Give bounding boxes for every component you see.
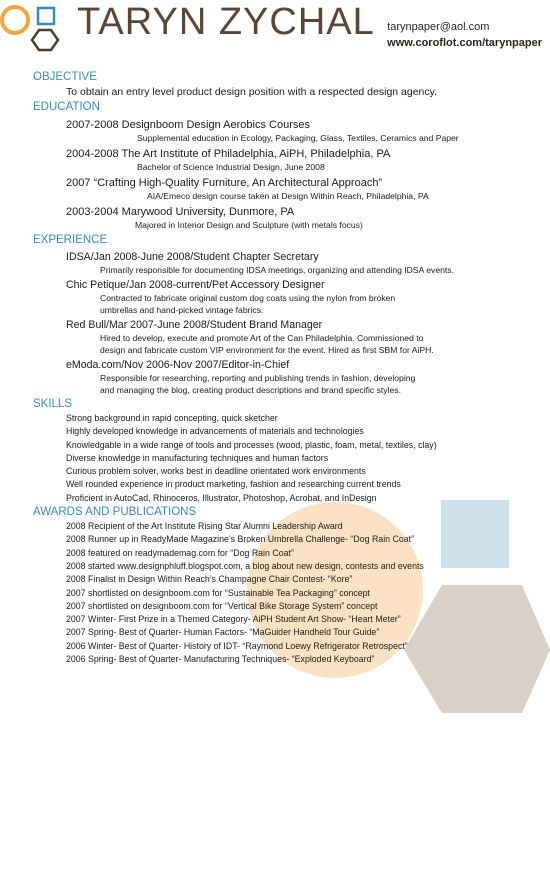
skills-heading: SKILLS bbox=[33, 398, 72, 410]
award-item: 2006 Winter- Best of Quarter- History of IDT- “Raymond Loewy Refrigerator Retrospect” bbox=[66, 640, 408, 651]
experience-entry-description: Primarily responsible for documenting IDSA meetings, organizing and attending IDSA events. bbox=[100, 265, 454, 275]
experience-heading: EXPERIENCE bbox=[33, 234, 108, 246]
objective-heading: OBJECTIVE bbox=[33, 71, 97, 83]
experience-entry-title: IDSA/Jan 2008-June 2008/Student Chapter Secretary bbox=[66, 251, 319, 263]
skill-item: Knowledgable in a wide range of tools and processes (wood, plastic, foam, metal, textiles, clay) bbox=[66, 439, 437, 450]
education-entry-title: 2007 “Crafting High-Quality Furniture, An Architectural Approach” bbox=[66, 177, 383, 189]
description-line: Responsible for researching, reporting and publishing trends in fashion, developing bbox=[100, 373, 416, 383]
award-item: 2006 Spring- Best of Quarter- Manufacturing Techniques- “Exploded Keyboard” bbox=[66, 654, 375, 665]
experience-entry-title: Chic Petique/Jan 2008-current/Pet Accessory Designer bbox=[66, 279, 325, 291]
contact-info bbox=[387, 19, 542, 51]
resume-body bbox=[0, 70, 550, 666]
skill-item: Curious problem solver, works best in deadline orientated work environments bbox=[66, 466, 366, 477]
education-entry-title: 2007-2008 Designboom Design Aerobics Courses bbox=[66, 119, 310, 131]
awards-heading: AWARDS AND PUBLICATIONS bbox=[33, 506, 197, 519]
description-line: design and fabricate custom VIP environment for the event. Hired as first SBM for AiPH. bbox=[100, 345, 434, 355]
award-item: 2008 featured on readymademag.com for “Dog Rain Coat” bbox=[66, 547, 294, 558]
description-line: umbrellas and hand-picked vintage fabrics. bbox=[100, 305, 264, 315]
skills-list bbox=[0, 412, 550, 505]
award-item: 2008 Runner up in ReadyMade Magazine’s Broken Umbrella Challenge- “Dog Rain Coat” bbox=[66, 534, 414, 545]
education-entry-title: 2003-2004 Marywood University, Dunmore, PA bbox=[66, 206, 295, 218]
experience-entry-description bbox=[100, 292, 520, 316]
education-entry-description: Bachelor of Science Industrial Design, June 2008 bbox=[137, 162, 325, 172]
award-item: 2008 started www.designphluff.blogspot.com, a blog about new design, contests and events bbox=[66, 560, 424, 571]
logo-shapes bbox=[0, 0, 70, 60]
award-item: 2007 shortlisted on designboom.com for “Vertical Bike Storage System” concept bbox=[66, 600, 378, 611]
skill-item: Strong background in rapid concepting, quick sketcher bbox=[66, 413, 278, 423]
skill-item: Well rounded experience in product marketing, fashion and researching current trends bbox=[66, 479, 401, 490]
award-item: 2008 Recipient of the Art Institute Rising Star Alumni Leadership Award bbox=[66, 521, 343, 532]
experience-entry-title: eModa.com/Nov 2006-Nov 2007/Editor-in-Chief bbox=[66, 359, 290, 371]
description-line: Hired to develop, execute and promote Art of the Can Philadelphia. Commissioned to bbox=[100, 333, 424, 343]
award-item: 2007 Spring- Best of Quarter- Human Factors- “MaGuider Handheld Tour Guide” bbox=[66, 627, 380, 638]
experience-entry-description bbox=[100, 332, 520, 356]
hexagon-outline-icon bbox=[32, 30, 58, 50]
description-line: Contracted to fabricate original custom dog coats using the nylon from broken bbox=[100, 293, 396, 303]
awards-list bbox=[0, 520, 550, 666]
award-item: 2007 shortlisted on designboom.com for “Sustainable Tea Packaging” concept bbox=[66, 587, 371, 598]
education-entry-description: AIA/Emeco design course taken at Design Within Reach, Philadelphia, PA bbox=[147, 191, 429, 201]
skill-item: Diverse knowledge in manufacturing techniques and human factors bbox=[66, 452, 329, 463]
skill-item: Highly developed knowledge in advancements of materials and technologies bbox=[66, 426, 364, 437]
education-heading: EDUCATION bbox=[33, 101, 100, 113]
award-item: 2007 Winter- First Prize in a Themed Category- AiPH Student Art Show- “Heart Meter” bbox=[66, 614, 401, 625]
skill-item: Proficient in AutoCad, Rhinoceros, Illustrator, Photoshop, Acrobat, and InDesign bbox=[66, 492, 377, 503]
blue-square-icon bbox=[38, 8, 54, 24]
experience-entry-description bbox=[100, 372, 520, 396]
award-item: 2008 Finalist in Design Within Reach’s Champagne Chair Contest- “Kore” bbox=[66, 574, 353, 585]
orange-ring-icon bbox=[2, 7, 28, 33]
experience-entry-title: Red Bull/Mar 2007-June 2008/Student Brand Manager bbox=[66, 319, 323, 331]
objective-text: To obtain an entry level product design position with a respected design agency. bbox=[66, 86, 438, 98]
description-line: and managing the blog, creating product descriptions and brand specific styles. bbox=[100, 385, 401, 395]
portfolio-link[interactable]: www.coroflot.com/tarynpaper bbox=[387, 37, 542, 49]
email-address[interactable]: tarynpaper@aol.com bbox=[387, 21, 490, 33]
education-entry-description: Majored in Interior Design and Sculpture (with metals focus) bbox=[135, 220, 363, 230]
education-entry-title: 2004-2008 The Art Institute of Philadelphia, AiPH, Philadelphia, PA bbox=[66, 148, 391, 160]
education-entry-description: Supplemental education in Ecology, Packaging, Glass, Textiles, Ceramics and Paper bbox=[137, 133, 459, 143]
applicant-name: TARYN ZYCHAL bbox=[77, 1, 375, 43]
